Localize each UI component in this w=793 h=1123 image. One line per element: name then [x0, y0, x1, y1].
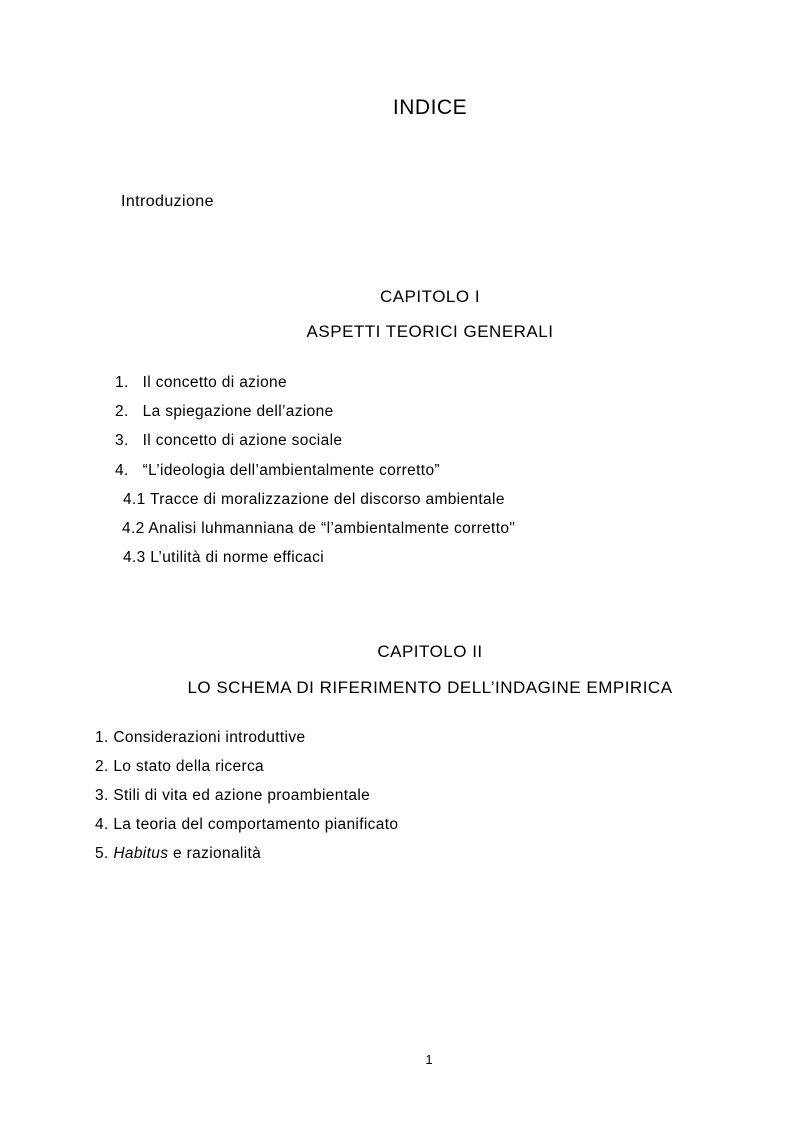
toc-entry: [115, 404, 334, 420]
toc-entry-number: 1.: [95, 729, 109, 746]
toc-entry: [95, 759, 264, 775]
toc-entry-number: 3.: [95, 787, 109, 804]
chapter-2-label: CAPITOLO II: [377, 642, 483, 661]
toc-entry-text: e razionalità: [173, 845, 262, 862]
toc-subentry-text: Analisi luhmanniana de “l’ambientalmente corretto": [148, 520, 516, 537]
chapter-1-title: ASPETTI TEORICI GENERALI: [306, 322, 554, 341]
toc-subentry-text: Tracce di moralizzazione del discorso ambientale: [150, 491, 505, 508]
toc-entry-text: Considerazioni introduttive: [113, 729, 306, 746]
toc-entry-number: 1.: [115, 374, 129, 391]
chapter-2-title: LO SCHEMA DI RIFERIMENTO DELL’INDAGINE EMPIRICA: [187, 678, 673, 697]
toc-entry: [95, 730, 305, 746]
toc-entry-text: La spiegazione dell’azione: [142, 403, 334, 420]
toc-entry: [95, 788, 370, 804]
toc-entry-number: 2.: [115, 403, 129, 420]
page-title: INDICE: [392, 96, 468, 119]
toc-entry-number: 5.: [95, 845, 109, 862]
toc-subentry: [123, 550, 324, 566]
toc-entry-text: Stili di vita ed azione proambientale: [113, 787, 371, 804]
toc-entry: [95, 846, 261, 862]
toc-entry-number: 2.: [95, 758, 109, 775]
toc-entry: [95, 817, 398, 833]
toc-entry-number: 3.: [115, 432, 129, 449]
toc-entry-text: Lo stato della ricerca: [113, 758, 265, 775]
introduction-entry: Introduzione: [121, 193, 214, 210]
toc-entry: [115, 375, 287, 391]
toc-subentry-number: 4.2: [122, 520, 145, 537]
chapter-1-label: CAPITOLO I: [379, 287, 481, 306]
toc-entry-text: Il concetto di azione: [142, 374, 287, 391]
toc-entry-italic-term: Habitus: [113, 845, 169, 862]
toc-subentry: [122, 521, 515, 537]
toc-entry-number: 4.: [115, 462, 129, 479]
page-number: 1: [425, 1052, 433, 1067]
toc-subentry-number: 4.3: [123, 549, 146, 566]
toc-subentry: [123, 492, 505, 508]
toc-entry: [115, 463, 440, 479]
toc-entry-text: Il concetto di azione sociale: [142, 432, 343, 449]
toc-entry-text: La teoria del comportamento pianificato: [113, 816, 399, 833]
toc-entry-text: “L’ideologia dell’ambientalmente corretto”: [142, 462, 440, 479]
toc-subentry-text: L’utilità di norme efficaci: [150, 549, 325, 566]
toc-entry: [115, 433, 342, 449]
toc-entry-number: 4.: [95, 816, 109, 833]
toc-subentry-number: 4.1: [123, 491, 146, 508]
